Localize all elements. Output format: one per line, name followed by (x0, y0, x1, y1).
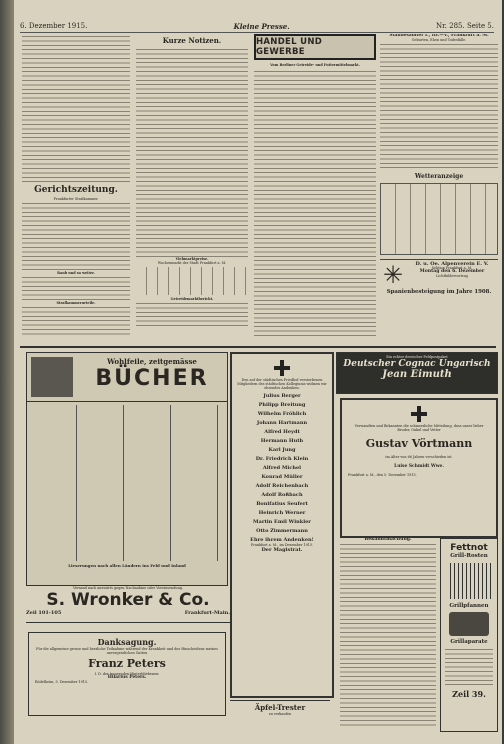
announcement-text (340, 542, 436, 728)
registry-heading: Standesämter I., III.—V., Frankfurt a. M. (389, 34, 489, 38)
cognac-ad-line2: Deutscher Cognac Ungarisch (343, 359, 491, 369)
books-ad-header (27, 353, 227, 402)
notes-text (136, 47, 248, 257)
cognac-ad (336, 352, 498, 394)
page-header (20, 22, 494, 33)
registry-column (380, 34, 498, 342)
voertmann-place: Frankfurt a. M., den 5. Dezember 1915. (348, 473, 417, 477)
voertmann-mourner: Luise Schmidt Wwe. (394, 464, 444, 469)
trade-column (254, 34, 376, 342)
court-text (22, 201, 130, 271)
court-text-2 (22, 275, 130, 301)
obituary-name-list (232, 393, 332, 534)
wronker-ad-name: S. Wronker & Co. (46, 590, 210, 610)
obituary-name: Wilhelm Fröhlich (257, 411, 307, 417)
apple-ad (230, 700, 330, 731)
obituary-name: Alfred Michel (262, 465, 302, 471)
page-gutter (0, 0, 14, 744)
obituary-name: Konrad Müller (261, 474, 303, 480)
registry-text (380, 42, 498, 170)
header-date: 6. Dezember 1915. (20, 22, 88, 30)
court-subheading-2: Raub und so weiter. (57, 271, 95, 275)
grill-ad-text (445, 647, 493, 687)
obituary-closing: Ehre ihrem Andenken! (250, 537, 314, 543)
trade-banner-title: HANDEL UND GEWERBE (256, 37, 323, 57)
obituary-name: Johann Hartmann (256, 420, 308, 426)
news-column-1 (22, 34, 130, 342)
obituary-name: Philipp Breitung (258, 402, 306, 408)
obituary-intro: Den auf der städtischen Friedhof verstorbenen Mitgliedern des städtischen Kollegiums widmen wir ehrendes Andenken: (237, 378, 327, 390)
books-ad-title: BÜCHER (95, 366, 209, 391)
thanks-notice (28, 632, 226, 716)
books-ad (26, 352, 228, 586)
obituary-name: Martin Emil Winkler (253, 519, 311, 525)
announcement-column (340, 538, 436, 734)
header-paper: Kleine Presse. (233, 22, 290, 31)
obituary-name: Otto Zimmermann (256, 528, 308, 534)
news-column-2 (136, 34, 248, 342)
newspaper-page (14, 0, 502, 744)
thanks-notice-name: Franz Peters (88, 657, 166, 670)
wronker-ad-topline: Versand nach auswärts gegen Nachnahme oder Voreinsendung. (72, 586, 184, 590)
books-listing (30, 405, 224, 561)
weather-heading: Wetteranzeige (414, 173, 464, 180)
wronker-ad-address: Zeil 101-105 (26, 610, 62, 616)
grill-ad-address: Zeil 39. (452, 689, 486, 699)
grill-ad-product: Grillpfannen (449, 603, 489, 609)
thanks-notice-signer: Hilarius Peters. (107, 675, 147, 680)
cognac-ad-line1: Ein echter deutscher Feldpostpaket (386, 355, 448, 359)
weather-table (380, 183, 498, 255)
trade-banner (254, 34, 376, 60)
obituary-name: Alfred Heydt (264, 429, 300, 435)
alpine-club-ad (380, 259, 498, 288)
grill-ad-product-2: Grillaparate (450, 639, 488, 645)
voertmann-detail: im Alter von 66 Jahren verschieden ist. (385, 455, 453, 459)
grill-ad-title: Fettnot (450, 543, 488, 553)
thanks-notice-sub: I. D. der trauernden Hinterbliebenen: (94, 672, 160, 676)
apple-ad-sub: zu verkaufen (268, 712, 292, 716)
notes-heading: Kurze Notizen. (162, 36, 222, 45)
voertmann-name: Gustav Vörtmann (365, 437, 473, 450)
obituary-name: Dr. Friedrich Klein (255, 456, 309, 462)
books-ad-footer: Lieserungen nach allen Ländern ins Feld und Inland (68, 563, 186, 568)
grain-table (136, 301, 248, 329)
market-table (136, 267, 248, 295)
grill-ad-sub: Grill-Rosten (450, 553, 488, 559)
alpine-club-date: Montag den 6. Dezember (419, 269, 485, 274)
grill-pan-illustration (449, 612, 489, 636)
grill-ad (440, 538, 498, 732)
voertmann-obituary (340, 398, 498, 538)
alpine-club-section: Sektion Frankfurt a. M. (431, 266, 473, 270)
trade-subtitle: Vom Berliner Getreide- und Futtermittelmarkt. (270, 63, 360, 67)
books-ad-tagline: Wohlfeile, zeitgemässe (107, 357, 197, 366)
trade-text (254, 69, 376, 337)
market-subheading: Wochenmarkt der Stadt Frankfurt a. M. (157, 261, 227, 265)
court-subheading: Frankfurter Strafkammer. (53, 197, 99, 201)
obituary-name: Bonifatius Seufert (256, 501, 308, 507)
obituary-name: Heinrich Werner (258, 510, 306, 516)
alpine-club-name: D. u. Oe. Alpenverein E. V. (415, 261, 489, 267)
wronker-ad-city: Frankfurt-Main. (184, 610, 230, 616)
court-subheading-3: Strafkammerurteile. (56, 301, 96, 305)
announcement-heading: Bekanntmachung. (364, 538, 412, 542)
grain-table-heading: Getreidemarktbericht. (170, 297, 214, 301)
obituary-name: Julius Berger (263, 393, 301, 399)
obituary-signer: Der Magistrat. (261, 547, 303, 553)
voertmann-notice: Verwandten und Bekannten die schmerzliche Mitteilung, dass unser lieber Bruder, Onkel und Vetter (354, 424, 484, 432)
alpine-club-topic: Spanienbesteigung im Jahre 1908. (386, 289, 492, 295)
obituary-name: Adolf Reichenbach (255, 483, 309, 489)
thanks-notice-body: Für die allgemeine grosse und herzliche Teilnahme während der Krankheit und des Hinscheidens meines unvergesslichen Gatten (36, 647, 218, 655)
obituary-name: Karl Jung (268, 447, 296, 453)
section-divider (20, 346, 496, 348)
market-heading: Viehmarktpreise. (175, 257, 209, 261)
iron-cross-icon (274, 360, 290, 376)
obituary-name: Adolf Roßbach (261, 492, 303, 498)
wronker-ad (26, 586, 230, 623)
alpine-club-event: Lichtbildervortrag (436, 274, 468, 278)
thanks-notice-title: Danksagung. (97, 637, 157, 647)
magistrate-obituary (230, 352, 334, 698)
grill-illustration (447, 563, 491, 599)
edelweiss-icon: ✳ (382, 261, 404, 289)
registry-subheading: Geburten, Ehen und Todesfälle. (411, 38, 467, 42)
iron-cross-icon-2 (411, 406, 427, 422)
apple-ad-title: Äpfel-Trester (254, 703, 306, 712)
obituary-place: Frankfurt a. M., im Dezember 1915. (250, 543, 314, 547)
thanks-notice-footer: Rödelheim, 5. Dezember 1915. (35, 680, 89, 684)
header-number: Nr. 285. Seite 5. (435, 22, 494, 30)
obituary-name: Hermann Huth (260, 438, 304, 444)
books-illustration (31, 357, 73, 397)
cognac-ad-brand: Jean Eimuth (382, 369, 452, 380)
court-heading: Gerichtszeitung. (34, 185, 118, 195)
news-text (22, 34, 130, 184)
court-text-3 (22, 305, 130, 335)
